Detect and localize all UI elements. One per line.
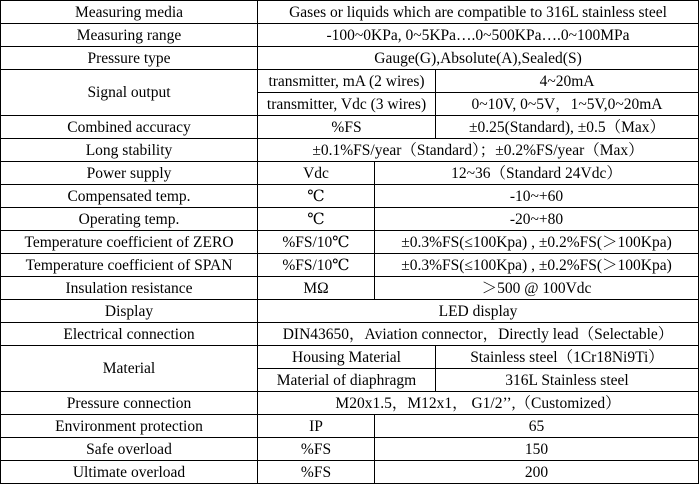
table-row: [1, 208, 699, 231]
row-label-long-stability: Long stability: [1, 139, 258, 162]
table-row: [1, 70, 699, 93]
table-row: [1, 346, 699, 369]
row-label-temp-coeff-zero: Temperature coefficient of ZERO: [1, 231, 258, 254]
table-row: [1, 116, 699, 139]
row-label-pressure-connection: Pressure connection: [1, 392, 258, 415]
row-unit-temp-coeff-span: %FS/10℃: [258, 254, 375, 277]
row-label-temp-coeff-span: Temperature coefficient of SPAN: [1, 254, 258, 277]
row-value-safe-overload: 150: [375, 438, 699, 461]
row-label-insulation-resistance: Insulation resistance: [1, 277, 258, 300]
table-row: [1, 438, 699, 461]
table-row: [1, 24, 699, 47]
row-label-environment-protection: Environment protection: [1, 415, 258, 438]
material-sub-label: Housing Material: [258, 346, 436, 369]
row-value-measuring-media: Gases or liquids which are compatible to 316L stainless steel: [258, 1, 699, 24]
row-value-combined-accuracy: ±0.25(Standard), ±0.5（Max）: [436, 116, 699, 139]
row-value-environment-protection: 65: [375, 415, 699, 438]
row-value-display: LED display: [258, 300, 699, 323]
row-unit-temp-coeff-zero: %FS/10℃: [258, 231, 375, 254]
row-unit-power-supply: Vdc: [258, 162, 375, 185]
table-row: [1, 254, 699, 277]
row-value-long-stability: ±0.1%FS/year（Standard）；±0.2%FS/year（Max）: [258, 139, 699, 162]
row-value-measuring-range: -100~0KPa, 0~5KPa….0~500KPa….0~100MPa: [258, 24, 699, 47]
signal-output-sub-value: 0~10V, 0~5V，1~5V,0~20mA: [436, 93, 699, 116]
row-label-combined-accuracy: Combined accuracy: [1, 116, 258, 139]
row-value-ultimate-overload: 200: [375, 461, 699, 484]
row-value-electrical-connection: DIN43650，Aviation connector，Directly lead（Selectable）: [258, 323, 699, 346]
table-row: [1, 1, 699, 24]
row-label-compensated-temp: Compensated temp.: [1, 185, 258, 208]
table-row: [1, 185, 699, 208]
material-sub-label: Material of diaphragm: [258, 369, 436, 392]
row-unit-operating-temp: ℃: [258, 208, 375, 231]
row-unit-ultimate-overload: %FS: [258, 461, 375, 484]
row-label-measuring-range: Measuring range: [1, 24, 258, 47]
table-row: [1, 461, 699, 484]
row-value-operating-temp: -20~+80: [375, 208, 699, 231]
row-label-pressure-type: Pressure type: [1, 47, 258, 70]
table-row: [1, 277, 699, 300]
table-row: [1, 231, 699, 254]
row-label-electrical-connection: Electrical connection: [1, 323, 258, 346]
row-value-pressure-type: Gauge(G),Absolute(A),Sealed(S): [258, 47, 699, 70]
table-row: [1, 139, 699, 162]
row-label-material: Material: [1, 346, 258, 392]
material-sub-value: Stainless steel（1Cr18Ni9Ti）: [436, 346, 699, 369]
row-unit-safe-overload: %FS: [258, 438, 375, 461]
row-label-power-supply: Power supply: [1, 162, 258, 185]
table-row: [1, 162, 699, 185]
row-value-pressure-connection: M20x1.5，M12x1， G1/2’’,（Customized）: [258, 392, 699, 415]
table-row: [1, 47, 699, 70]
material-sub-value: 316L Stainless steel: [436, 369, 699, 392]
table-row: [1, 323, 699, 346]
row-value-power-supply: 12~36（Standard 24Vdc）: [375, 162, 699, 185]
signal-output-sub-value: 4~20mA: [436, 70, 699, 93]
row-label-ultimate-overload: Ultimate overload: [1, 461, 258, 484]
row-unit-combined-accuracy: %FS: [258, 116, 436, 139]
row-value-compensated-temp: -10~+60: [375, 185, 699, 208]
table-row: [1, 415, 699, 438]
row-unit-environment-protection: IP: [258, 415, 375, 438]
row-label-signal-output: Signal output: [1, 70, 258, 116]
row-label-display: Display: [1, 300, 258, 323]
row-unit-compensated-temp: ℃: [258, 185, 375, 208]
row-label-operating-temp: Operating temp.: [1, 208, 258, 231]
table-row: [1, 300, 699, 323]
row-unit-insulation-resistance: MΩ: [258, 277, 375, 300]
row-value-insulation-resistance: ＞500 @ 100Vdc: [375, 277, 699, 300]
signal-output-sub-label: transmitter, Vdc (3 wires): [258, 93, 436, 116]
signal-output-sub-label: transmitter, mA (2 wires): [258, 70, 436, 93]
row-value-temp-coeff-span: ±0.3%FS(≤100Kpa) , ±0.2%FS(＞100Kpa): [375, 254, 699, 277]
row-label-measuring-media: Measuring media: [1, 1, 258, 24]
row-value-temp-coeff-zero: ±0.3%FS(≤100Kpa) , ±0.2%FS(＞100Kpa): [375, 231, 699, 254]
table-row: [1, 392, 699, 415]
row-label-safe-overload: Safe overload: [1, 438, 258, 461]
